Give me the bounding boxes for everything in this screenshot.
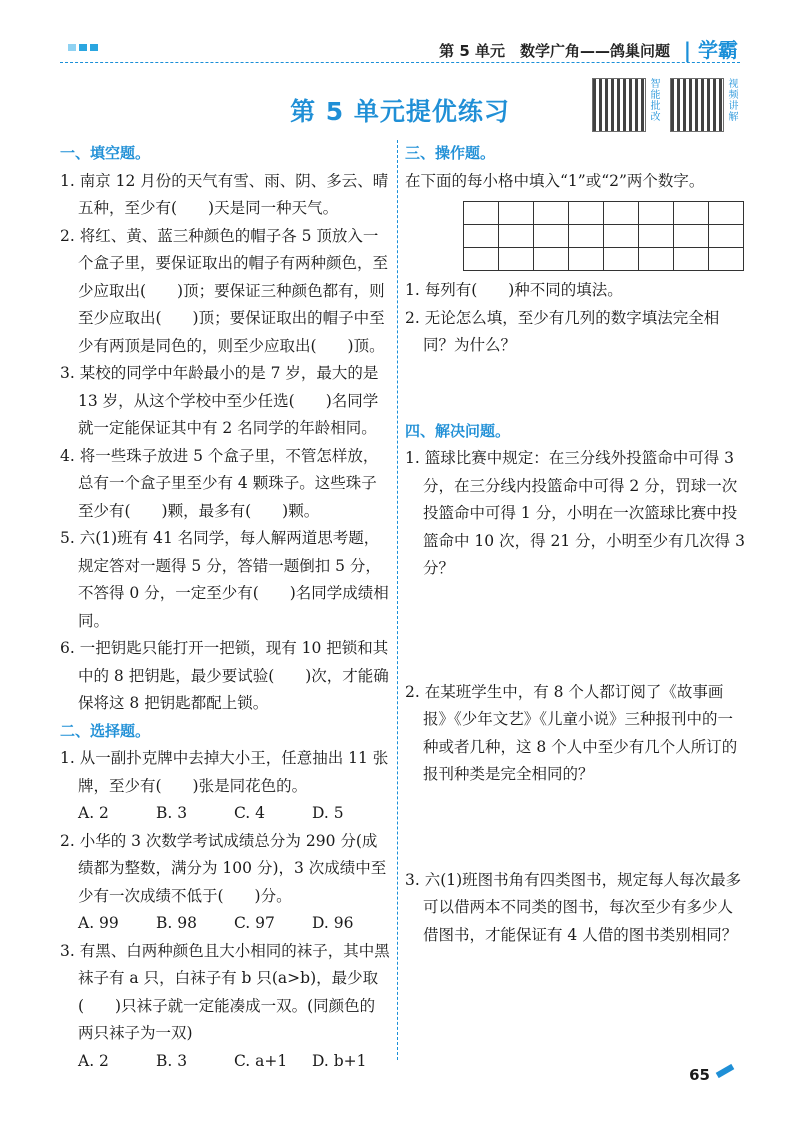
qr-code-grading[interactable] (592, 78, 646, 132)
question: 6. 一把钥匙只能打开一把锁，现有 10 把锁和其中的 8 把钥匙，最少要试验( )次，才能确保将这 8 把钥匙都配上锁。 (60, 639, 389, 712)
answer-space (405, 583, 745, 679)
option: A. 2 (78, 1051, 109, 1070)
header-brand: | 学霸 (683, 38, 738, 62)
grid-cell[interactable] (709, 202, 744, 225)
option: B. 3 (156, 804, 188, 822)
option: C. 97 (234, 914, 275, 932)
grid-cell[interactable] (674, 202, 709, 225)
section-heading-operation: 三、操作题。 (405, 144, 496, 162)
column-divider (397, 140, 398, 1060)
grid-cell[interactable] (639, 202, 674, 225)
pencil-icon (716, 1064, 735, 1078)
option: D. 96 (312, 914, 354, 932)
question: 5. 六(1)班有 41 名同学，每人解两道思考题，规定答对一题得 5 分，答错一题倒扣 5 分，不答得 0 分，一定至少有( )名同学成绩相同。 (60, 529, 389, 630)
grid-cell[interactable] (639, 225, 674, 248)
question: 2. 小华的 3 次数学考试成绩总分为 290 分(成绩都为整数，满分为 100 分)，3 次成绩中至少有一次成绩不低于( )分。 (60, 831, 387, 905)
option: A. 2 (78, 804, 109, 822)
page-title: 第 5 单元提优练习 (290, 97, 510, 126)
operation-intro: 在下面的每小格中填入“1”或“2”两个数字。 (405, 171, 705, 190)
fill-grid (463, 201, 744, 271)
qr-label-video: 视频讲解 (726, 78, 737, 122)
fill-grid-wrapper (405, 195, 745, 277)
question: 4. 将一些珠子放进 5 个盒子里，不管怎样放，总有一个盒子里至少有 4 颗珠子。这些珠子至少有( )颗，最多有( )颗。 (60, 446, 379, 520)
option: C. a+1 (234, 1051, 288, 1070)
option: B. 98 (156, 914, 197, 932)
qr-code-video[interactable] (670, 78, 724, 132)
header-decoration (68, 44, 98, 51)
grid-cell[interactable] (709, 225, 744, 248)
option: B. 3 (156, 1051, 188, 1070)
answer-space (405, 789, 745, 867)
grid-cell[interactable] (464, 202, 499, 225)
grid-cell[interactable] (499, 225, 534, 248)
option: C. 4 (234, 804, 266, 822)
options (60, 800, 390, 828)
page-number: 65 (689, 1066, 710, 1084)
question: 3. 有黑、白两种颜色且大小相同的袜子，其中黑袜子有 a 只，白袜子有 b 只(a>b)，最少取( )只袜子就一定能凑成一双。(同颜色的两只袜子为一双) (60, 941, 390, 1042)
options (60, 910, 390, 938)
question: 1. 每列有( )种不同的填法。 (405, 281, 623, 299)
grid-cell[interactable] (534, 202, 569, 225)
question: 2. 无论怎么填，至少有几列的数字填法完全相同？为什么？ (405, 308, 720, 354)
grid-cell[interactable] (534, 248, 569, 271)
question: 3. 六(1)班图书角有四类图书，规定每人每次最多可以借两本不同类的图书，每次至少有多少人借图书，才能保证有 4 人借的图书类别相同？ (405, 870, 742, 944)
grid-cell[interactable] (674, 248, 709, 271)
option: D. 5 (312, 804, 344, 822)
grid-cell[interactable] (604, 225, 639, 248)
grid-cell[interactable] (604, 248, 639, 271)
right-column (405, 140, 745, 949)
grid-cell[interactable] (604, 202, 639, 225)
grid-cell[interactable] (674, 225, 709, 248)
grid-cell[interactable] (534, 225, 569, 248)
option: D. b+1 (312, 1051, 367, 1070)
grid-cell[interactable] (639, 248, 674, 271)
grid-cell[interactable] (569, 248, 604, 271)
question: 2. 将红、黄、蓝三种颜色的帽子各 5 顶放入一个盒子里，要保证取出的帽子有两种颜色，至少应取出( )顶；要保证三种颜色都有，则至少应取出( )顶；要保证取出的帽子中至少有两顶是同色的，则至少应取出( )顶。 (60, 226, 389, 355)
grid-cell[interactable] (569, 202, 604, 225)
question: 1. 篮球比赛中规定：在三分线外投篮命中可得 3 分，在三分线内投篮命中可得 2 分，罚球一次投篮命中可得 1 分，小明在一次篮球比赛中投篮命中 10 次，得 21 分，小明至少有几次得 3 分？ (405, 449, 745, 577)
options (60, 1048, 390, 1076)
grid-cell[interactable] (464, 225, 499, 248)
header-divider (60, 62, 740, 63)
header-unit: 第 5 单元 数学广角——鸽巢问题 (439, 42, 670, 60)
left-column (60, 140, 390, 1075)
grid-cell[interactable] (499, 202, 534, 225)
question: 1. 从一副扑克牌中去掉大小王，任意抽出 11 张牌，至少有( )张是同花色的。 (60, 749, 389, 795)
question: 3. 某校的同学中年龄最小的是 7 岁，最大的是 13 岁，从这个学校中至少任选( )名同学就一定能保证其中有 2 名同学的年龄相同。 (60, 364, 379, 437)
grid-cell[interactable] (569, 225, 604, 248)
section-heading-solve: 四、解决问题。 (405, 421, 511, 440)
grid-cell[interactable] (499, 248, 534, 271)
qr-label-grading: 智能批改 (648, 78, 659, 122)
section-heading-choice: 二、选择题。 (60, 721, 151, 740)
answer-space (405, 360, 745, 418)
grid-cell[interactable] (709, 248, 744, 271)
question: 1. 南京 12 月份的天气有雪、雨、阴、多云、晴五种，至少有( )天是同一种天气。 (60, 171, 389, 217)
section-heading-fill-blank: 一、填空题。 (60, 144, 151, 162)
question: 2. 在某班学生中，有 8 个人都订阅了《故事画报》《少年文艺》《儿童小说》三种报刊中的一种或者几种，这 8 个人中至少有几个人所订的报刊种类是完全相同的？ (405, 682, 738, 783)
option: A. 99 (78, 914, 119, 932)
grid-cell[interactable] (464, 248, 499, 271)
